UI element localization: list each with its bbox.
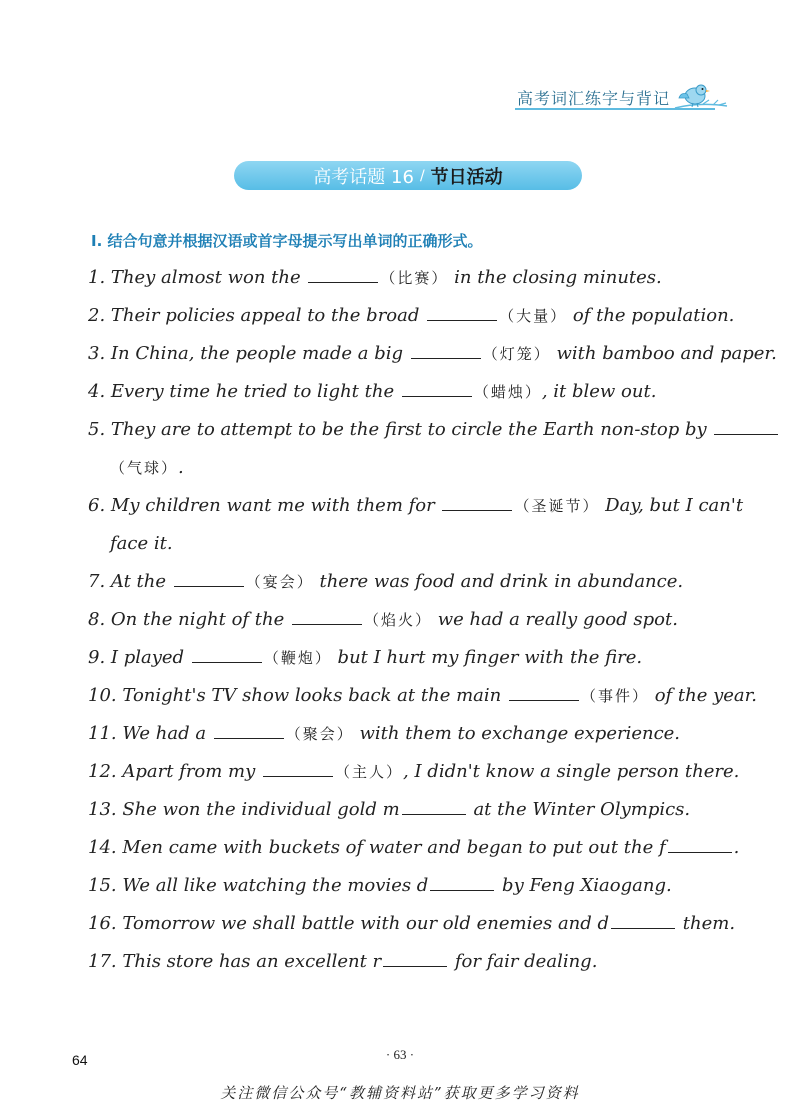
exercise-item: 10. Tonight's TV show looks back at the main （事件） of the year. <box>88 685 758 706</box>
exercise-item: 5. They are to attempt to be the first to circle the Earth non-stop by <box>88 414 738 452</box>
topic-subtitle: 节日活动 <box>430 166 503 188</box>
exercise-item: 9. I played （鞭炮） but I hurt my finger with the fire. <box>88 647 643 668</box>
exercise-list <box>88 262 777 984</box>
exercise-item: 13. She won the individual gold m at the Winter Olympics. <box>88 799 691 820</box>
exercise-item-continued: （气球）. <box>110 457 184 478</box>
answer-blank <box>668 851 732 853</box>
answer-blank <box>611 927 675 929</box>
book-page-number: 64 <box>72 1052 88 1068</box>
bird-on-branch-icon <box>673 78 729 112</box>
page-number: · 63 · <box>385 1047 415 1062</box>
answer-blank <box>383 965 447 967</box>
answer-blank <box>402 813 466 815</box>
exercise-item: 8. On the night of the （焰火） we had a really good spot. <box>88 609 678 630</box>
answer-blank <box>714 433 778 435</box>
answer-blank <box>174 585 244 587</box>
answer-blank <box>402 395 472 397</box>
exercise-item: 15. We all like watching the movies d by Feng Xiaogang. <box>88 875 672 896</box>
answer-blank <box>308 281 378 283</box>
exercise-item-continued: face it. <box>110 533 173 554</box>
exercise-item: 14. Men came with buckets of water and began to put out the f . <box>88 837 740 858</box>
answer-blank <box>442 509 512 511</box>
running-header-title: 高考词汇练字与背记 <box>517 89 671 108</box>
answer-blank <box>214 737 284 739</box>
exercise-item: 12. Apart from my （主人）, I didn't know a single person there. <box>88 761 740 782</box>
exercise-item: 6. My children want me with them for （圣诞节） Day, but I can't <box>88 495 744 516</box>
exercise-item: 1. They almost won the （比赛） in the closing minutes. <box>88 267 662 288</box>
answer-blank <box>292 623 362 625</box>
answer-blank <box>263 775 333 777</box>
topic-title: 高考话题 16 <box>313 166 414 188</box>
footer-note: 关注微信公众号“教辅资料站”获取更多学习资料 <box>220 1084 580 1102</box>
topic-banner <box>234 161 582 190</box>
topic-separator: / <box>419 167 425 184</box>
exercise-item: 4. Every time he tried to light the （蜡烛）, it blew out. <box>88 381 657 402</box>
exercise-item: 17. This store has an excellent r for fair dealing. <box>88 951 598 972</box>
answer-blank <box>427 319 497 321</box>
exercise-item: 3. In China, the people made a big （灯笼） with bamboo and paper. <box>88 343 777 364</box>
running-header <box>515 78 730 112</box>
exercise-item: 16. Tomorrow we shall battle with our old enemies and d them. <box>88 913 736 934</box>
answer-blank <box>192 661 262 663</box>
exercise-item: 2. Their policies appeal to the broad （大量） of the population. <box>88 305 735 326</box>
answer-blank <box>430 889 494 891</box>
answer-blank <box>411 357 481 359</box>
exercise-item: 7. At the （宴会） there was food and drink in abundance. <box>88 571 684 592</box>
section-heading: Ⅰ. 结合句意并根据汉语或首字母提示写出单词的正确形式。 <box>91 232 483 250</box>
answer-blank <box>509 699 579 701</box>
exercise-item: 11. We had a （聚会） with them to exchange experience. <box>88 723 681 744</box>
